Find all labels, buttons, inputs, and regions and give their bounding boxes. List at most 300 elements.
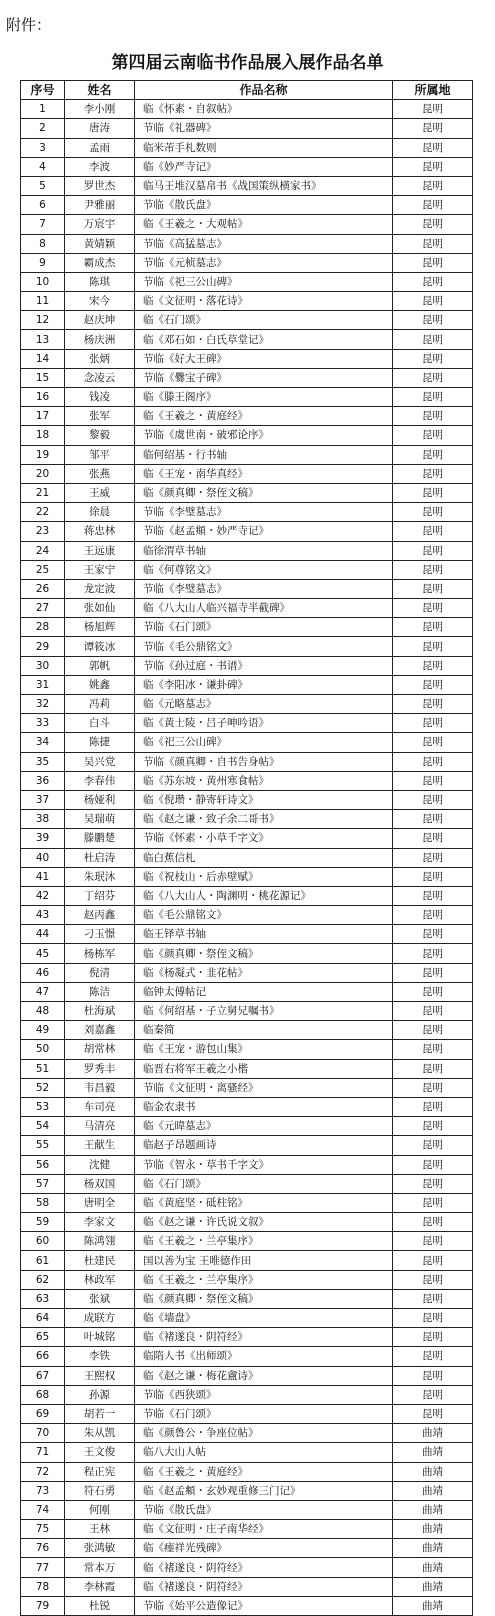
- cell-region: 昆明: [393, 1232, 473, 1251]
- cell-index: 4: [21, 157, 65, 176]
- cell-index: 72: [21, 1462, 65, 1481]
- table-row: [21, 483, 473, 502]
- table-row: [21, 1404, 473, 1423]
- cell-region: 曲靖: [393, 1424, 473, 1443]
- cell-name: 邹平: [65, 445, 135, 464]
- table-row: [21, 618, 473, 637]
- cell-region: 昆明: [393, 867, 473, 886]
- cell-region: 曲靖: [393, 1539, 473, 1558]
- cell-name: 刘嘉鑫: [65, 1021, 135, 1040]
- cell-name: 韦昌毅: [65, 1078, 135, 1097]
- cell-region: 昆明: [393, 138, 473, 157]
- table-row: [21, 1078, 473, 1097]
- cell-work: 节临《石门颂》: [135, 1404, 393, 1423]
- cell-region: 昆明: [393, 963, 473, 982]
- cell-region: 昆明: [393, 349, 473, 368]
- cell-work: 临秦简: [135, 1021, 393, 1040]
- header-region: 所属地: [393, 81, 473, 100]
- cell-index: 23: [21, 522, 65, 541]
- cell-region: 昆明: [393, 675, 473, 694]
- cell-name: 李波: [65, 157, 135, 176]
- cell-work: 临《赵之谦・致子余二哥书》: [135, 810, 393, 829]
- cell-index: 41: [21, 867, 65, 886]
- cell-region: 昆明: [393, 215, 473, 234]
- cell-region: 曲靖: [393, 1596, 473, 1615]
- cell-name: 龙定波: [65, 579, 135, 598]
- cell-region: 曲靖: [393, 1462, 473, 1481]
- table-row: [21, 234, 473, 253]
- cell-index: 68: [21, 1385, 65, 1404]
- cell-region: 昆明: [393, 1289, 473, 1308]
- cell-name: 王献生: [65, 1136, 135, 1155]
- cell-index: 29: [21, 637, 65, 656]
- cell-name: 陈捷: [65, 733, 135, 752]
- cell-index: 40: [21, 848, 65, 867]
- cell-work: 临《八大山人临兴福寺半截碑》: [135, 599, 393, 618]
- cell-index: 53: [21, 1097, 65, 1116]
- cell-name: 王文俊: [65, 1443, 135, 1462]
- cell-work: 临《王羲之・大观帖》: [135, 215, 393, 234]
- cell-region: 昆明: [393, 944, 473, 963]
- table-row: [21, 560, 473, 579]
- cell-name: 王林: [65, 1520, 135, 1539]
- cell-work: 临《妙严寺记》: [135, 157, 393, 176]
- cell-region: 昆明: [393, 618, 473, 637]
- table-row: [21, 714, 473, 733]
- cell-work: 临《墙盘》: [135, 1309, 393, 1328]
- cell-work: 临《李阳冰・谦卦碑》: [135, 675, 393, 694]
- cell-name: 郭帆: [65, 656, 135, 675]
- cell-name: 陈鸿翎: [65, 1232, 135, 1251]
- cell-index: 12: [21, 311, 65, 330]
- cell-name: 蒋忠林: [65, 522, 135, 541]
- table-row: [21, 292, 473, 311]
- cell-work: 临米芾手札数则: [135, 138, 393, 157]
- table-row: [21, 599, 473, 618]
- table-row: [21, 790, 473, 809]
- cell-name: 张军: [65, 407, 135, 426]
- cell-index: 30: [21, 656, 65, 675]
- cell-region: 昆明: [393, 925, 473, 944]
- cell-region: 曲靖: [393, 1443, 473, 1462]
- cell-name: 程正宪: [65, 1462, 135, 1481]
- table-row: [21, 1385, 473, 1404]
- table-row: [21, 1289, 473, 1308]
- cell-index: 56: [21, 1155, 65, 1174]
- cell-region: 昆明: [393, 1270, 473, 1289]
- table-row: [21, 1270, 473, 1289]
- cell-work: 临《毛公鼎铭文》: [135, 906, 393, 925]
- cell-region: 昆明: [393, 272, 473, 291]
- attachment-label: 附件：: [6, 16, 52, 34]
- table-row: [21, 464, 473, 483]
- cell-region: 昆明: [393, 100, 473, 119]
- cell-index: 36: [21, 771, 65, 790]
- cell-region: 昆明: [393, 829, 473, 848]
- cell-region: 昆明: [393, 311, 473, 330]
- cell-name: 张燕: [65, 464, 135, 483]
- table-row: [21, 982, 473, 1001]
- table-row: [21, 1328, 473, 1347]
- cell-index: 24: [21, 541, 65, 560]
- table-row: [21, 368, 473, 387]
- table-row: [21, 1366, 473, 1385]
- cell-region: 昆明: [393, 464, 473, 483]
- cell-name: 罗秀丰: [65, 1059, 135, 1078]
- table-header-row: [21, 81, 473, 100]
- cell-work: 临《王羲之・黄庭经》: [135, 1462, 393, 1481]
- table-row: [21, 1596, 473, 1615]
- table-row: [21, 848, 473, 867]
- table-row: [21, 1136, 473, 1155]
- table-row: [21, 1021, 473, 1040]
- cell-index: 73: [21, 1481, 65, 1500]
- cell-name: 王威: [65, 483, 135, 502]
- cell-name: 李林霞: [65, 1577, 135, 1596]
- cell-name: 张炳: [65, 349, 135, 368]
- cell-region: 昆明: [393, 1021, 473, 1040]
- cell-index: 78: [21, 1577, 65, 1596]
- cell-index: 66: [21, 1347, 65, 1366]
- cell-region: 昆明: [393, 906, 473, 925]
- cell-region: 曲靖: [393, 1577, 473, 1596]
- cell-name: 叶城铭: [65, 1328, 135, 1347]
- cell-work: 节临《元桢墓志》: [135, 253, 393, 272]
- table-row: [21, 1309, 473, 1328]
- cell-region: 昆明: [393, 483, 473, 502]
- cell-work: 临《何绍基・子立舅兄嘱书》: [135, 1002, 393, 1021]
- cell-name: 李铁: [65, 1347, 135, 1366]
- cell-name: 赵丙鑫: [65, 906, 135, 925]
- cell-region: 昆明: [393, 1117, 473, 1136]
- cell-name: 林政军: [65, 1270, 135, 1289]
- cell-name: 冯莉: [65, 695, 135, 714]
- table-row: [21, 1462, 473, 1481]
- cell-index: 26: [21, 579, 65, 598]
- cell-work: 临《赵之谦・梅花盦诗》: [135, 1366, 393, 1385]
- cell-work: 节临《文征明・离骚经》: [135, 1078, 393, 1097]
- cell-name: 李小刚: [65, 100, 135, 119]
- cell-index: 59: [21, 1213, 65, 1232]
- header-name: 姓名: [65, 81, 135, 100]
- cell-index: 2: [21, 119, 65, 138]
- table-row: [21, 1002, 473, 1021]
- cell-index: 1: [21, 100, 65, 119]
- cell-name: 谭筱冰: [65, 637, 135, 656]
- cell-name: 杜锐: [65, 1596, 135, 1615]
- table-row: [21, 349, 473, 368]
- cell-name: 杨庆洲: [65, 330, 135, 349]
- table-row: [21, 1040, 473, 1059]
- cell-region: 昆明: [393, 1251, 473, 1270]
- cell-work: 节临《李璧墓志》: [135, 579, 393, 598]
- table-row: [21, 944, 473, 963]
- cell-name: 王远康: [65, 541, 135, 560]
- cell-work: 节临《高猛墓志》: [135, 234, 393, 253]
- table-row: [21, 675, 473, 694]
- cell-name: 李春伟: [65, 771, 135, 790]
- cell-work: 临《邓石如・白氏草堂记》: [135, 330, 393, 349]
- cell-index: 18: [21, 426, 65, 445]
- cell-name: 吴瑞萌: [65, 810, 135, 829]
- table-row: [21, 867, 473, 886]
- cell-name: 成联方: [65, 1309, 135, 1328]
- cell-work: 国以善为宝 王唯德作田: [135, 1251, 393, 1270]
- cell-index: 21: [21, 483, 65, 502]
- table-row: [21, 1424, 473, 1443]
- cell-work: 临《黄士陵・吕子呻吟语》: [135, 714, 393, 733]
- cell-index: 47: [21, 982, 65, 1001]
- table-row: [21, 119, 473, 138]
- table-row: [21, 311, 473, 330]
- table-row: [21, 829, 473, 848]
- cell-work: 临隋人书《出师颂》: [135, 1347, 393, 1366]
- table-row: [21, 157, 473, 176]
- cell-name: 赵庆坤: [65, 311, 135, 330]
- cell-index: 55: [21, 1136, 65, 1155]
- cell-work: 节临《始平公造像记》: [135, 1596, 393, 1615]
- cell-index: 17: [21, 407, 65, 426]
- cell-name: 张鸿敏: [65, 1539, 135, 1558]
- cell-index: 58: [21, 1193, 65, 1212]
- cell-region: 昆明: [393, 119, 473, 138]
- cell-work: 临《赵孟頫・玄妙观重修三门记》: [135, 1481, 393, 1500]
- table-row: [21, 752, 473, 771]
- cell-work: 临《元暐墓志》: [135, 1117, 393, 1136]
- cell-region: 昆明: [393, 1347, 473, 1366]
- cell-index: 22: [21, 503, 65, 522]
- table-row: [21, 963, 473, 982]
- table-row: [21, 695, 473, 714]
- table-row: [21, 1520, 473, 1539]
- cell-work: 临《褚遂良・阴符经》: [135, 1558, 393, 1577]
- cell-region: 昆明: [393, 330, 473, 349]
- cell-index: 33: [21, 714, 65, 733]
- cell-work: 节临《散氏盘》: [135, 1500, 393, 1519]
- cell-index: 77: [21, 1558, 65, 1577]
- table-row: [21, 100, 473, 119]
- cell-name: 罗世杰: [65, 176, 135, 195]
- cell-work: 临《怀素・自叙帖》: [135, 100, 393, 119]
- cell-region: 昆明: [393, 560, 473, 579]
- cell-index: 67: [21, 1366, 65, 1385]
- cell-index: 62: [21, 1270, 65, 1289]
- cell-index: 9: [21, 253, 65, 272]
- cell-region: 昆明: [393, 426, 473, 445]
- cell-name: 胡常林: [65, 1040, 135, 1059]
- cell-name: 念凌云: [65, 368, 135, 387]
- cell-name: 丁绍芬: [65, 886, 135, 905]
- cell-region: 昆明: [393, 157, 473, 176]
- table-row: [21, 1539, 473, 1558]
- cell-index: 20: [21, 464, 65, 483]
- cell-index: 45: [21, 944, 65, 963]
- cell-region: 昆明: [393, 982, 473, 1001]
- cell-name: 杨栋军: [65, 944, 135, 963]
- award-list-table: [20, 80, 473, 1616]
- cell-name: 符石勇: [65, 1481, 135, 1500]
- table-row: [21, 541, 473, 560]
- cell-index: 75: [21, 1520, 65, 1539]
- cell-work: 节临《西狭颂》: [135, 1385, 393, 1404]
- cell-index: 57: [21, 1174, 65, 1193]
- table-row: [21, 810, 473, 829]
- cell-index: 43: [21, 906, 65, 925]
- cell-work: 临《文征明・落花诗》: [135, 292, 393, 311]
- cell-region: 昆明: [393, 388, 473, 407]
- cell-work: 节临《散氏盘》: [135, 196, 393, 215]
- table-row: [21, 1232, 473, 1251]
- cell-name: 陈洁: [65, 982, 135, 1001]
- cell-index: 50: [21, 1040, 65, 1059]
- table-row: [21, 445, 473, 464]
- cell-name: 马清亮: [65, 1117, 135, 1136]
- cell-region: 昆明: [393, 848, 473, 867]
- cell-name: 倪清: [65, 963, 135, 982]
- cell-region: 昆明: [393, 790, 473, 809]
- cell-index: 44: [21, 925, 65, 944]
- cell-work: 临《苏东坡・黄州寒食帖》: [135, 771, 393, 790]
- cell-index: 74: [21, 1500, 65, 1519]
- cell-work: 临《王羲之・兰亭集序》: [135, 1270, 393, 1289]
- cell-region: 昆明: [393, 1404, 473, 1423]
- cell-name: 张如仙: [65, 599, 135, 618]
- table-row: [21, 1481, 473, 1500]
- cell-name: 王家宁: [65, 560, 135, 579]
- cell-name: 尹雅丽: [65, 196, 135, 215]
- cell-name: 朱从凯: [65, 1424, 135, 1443]
- cell-work: 临《瘗祥光残碑》: [135, 1539, 393, 1558]
- cell-region: 昆明: [393, 176, 473, 195]
- cell-region: 昆明: [393, 579, 473, 598]
- table-row: [21, 1097, 473, 1116]
- table-row: [21, 426, 473, 445]
- cell-region: 昆明: [393, 1059, 473, 1078]
- table-row: [21, 925, 473, 944]
- cell-work: 节临《李璧墓志》: [135, 503, 393, 522]
- cell-work: 节临《怀素・小草千字文》: [135, 829, 393, 848]
- cell-index: 64: [21, 1309, 65, 1328]
- cell-region: 昆明: [393, 1040, 473, 1059]
- cell-work: 节临《孙过庭・书谱》: [135, 656, 393, 675]
- cell-index: 27: [21, 599, 65, 618]
- cell-index: 13: [21, 330, 65, 349]
- table-row: [21, 579, 473, 598]
- cell-work: 临金农隶书: [135, 1097, 393, 1116]
- table-row: [21, 1059, 473, 1078]
- cell-region: 昆明: [393, 1155, 473, 1174]
- cell-work: 临《石门颂》: [135, 311, 393, 330]
- cell-work: 临《八大山人・陶渊明・桃花源记》: [135, 886, 393, 905]
- cell-region: 昆明: [393, 1174, 473, 1193]
- cell-region: 昆明: [393, 656, 473, 675]
- cell-name: 张斌: [65, 1289, 135, 1308]
- table-row: [21, 1193, 473, 1212]
- cell-index: 69: [21, 1404, 65, 1423]
- cell-name: 黎毅: [65, 426, 135, 445]
- cell-index: 49: [21, 1021, 65, 1040]
- cell-name: 李家文: [65, 1213, 135, 1232]
- cell-work: 临《王宠・游包山集》: [135, 1040, 393, 1059]
- cell-name: 姚鑫: [65, 675, 135, 694]
- table-row: [21, 522, 473, 541]
- table-row: [21, 1251, 473, 1270]
- cell-work: 节临《石门颂》: [135, 618, 393, 637]
- table-row: [21, 1577, 473, 1596]
- cell-index: 35: [21, 752, 65, 771]
- cell-index: 11: [21, 292, 65, 311]
- cell-region: 昆明: [393, 714, 473, 733]
- table-row: [21, 1500, 473, 1519]
- cell-work: 临何绍基・行书轴: [135, 445, 393, 464]
- cell-index: 60: [21, 1232, 65, 1251]
- cell-name: 黄婧颖: [65, 234, 135, 253]
- cell-region: 昆明: [393, 1078, 473, 1097]
- cell-region: 昆明: [393, 886, 473, 905]
- cell-index: 63: [21, 1289, 65, 1308]
- table-row: [21, 1117, 473, 1136]
- table-row: [21, 503, 473, 522]
- cell-index: 38: [21, 810, 65, 829]
- cell-work: 临赵子昂题画诗: [135, 1136, 393, 1155]
- cell-work: 临《黄庭坚・砥柱铭》: [135, 1193, 393, 1212]
- cell-name: 孟雨: [65, 138, 135, 157]
- cell-work: 临八大山人帖: [135, 1443, 393, 1462]
- cell-work: 节临《虞世南・破邪论序》: [135, 426, 393, 445]
- header-work: 作品名称: [135, 81, 393, 100]
- table-row: [21, 1213, 473, 1232]
- cell-name: 徐晨: [65, 503, 135, 522]
- cell-region: 昆明: [393, 1097, 473, 1116]
- cell-name: 霸成杰: [65, 253, 135, 272]
- cell-region: 昆明: [393, 695, 473, 714]
- cell-work: 临钟太傅帖记: [135, 982, 393, 1001]
- cell-work: 临《倪瓒・静寄轩诗文》: [135, 790, 393, 809]
- cell-name: 吴兴党: [65, 752, 135, 771]
- cell-work: 临晋右将军王羲之小楷: [135, 1059, 393, 1078]
- cell-index: 19: [21, 445, 65, 464]
- table-row: [21, 656, 473, 675]
- cell-region: 昆明: [393, 503, 473, 522]
- cell-region: 昆明: [393, 234, 473, 253]
- cell-region: 昆明: [393, 599, 473, 618]
- cell-work: 临《褚遂良・阴符经》: [135, 1577, 393, 1596]
- cell-name: 沈健: [65, 1155, 135, 1174]
- table-row: [21, 330, 473, 349]
- cell-region: 昆明: [393, 1136, 473, 1155]
- cell-work: 临《石门颂》: [135, 1174, 393, 1193]
- cell-name: 胡若一: [65, 1404, 135, 1423]
- document-title: 第四届云南临书作品展入展作品名单: [111, 53, 384, 73]
- cell-index: 52: [21, 1078, 65, 1097]
- cell-index: 28: [21, 618, 65, 637]
- cell-name: 朱珉沐: [65, 867, 135, 886]
- cell-name: 唐明全: [65, 1193, 135, 1212]
- cell-index: 10: [21, 272, 65, 291]
- cell-work: 临《颜鲁公・争座位帖》: [135, 1424, 393, 1443]
- cell-region: 曲靖: [393, 1500, 473, 1519]
- cell-region: 昆明: [393, 253, 473, 272]
- cell-region: 昆明: [393, 1366, 473, 1385]
- table-row: [21, 1155, 473, 1174]
- cell-name: 杨旭辉: [65, 618, 135, 637]
- cell-region: 曲靖: [393, 1481, 473, 1500]
- cell-work: 临《王羲之・黄庭经》: [135, 407, 393, 426]
- cell-index: 51: [21, 1059, 65, 1078]
- cell-name: 宋今: [65, 292, 135, 311]
- cell-index: 61: [21, 1251, 65, 1270]
- cell-index: 48: [21, 1002, 65, 1021]
